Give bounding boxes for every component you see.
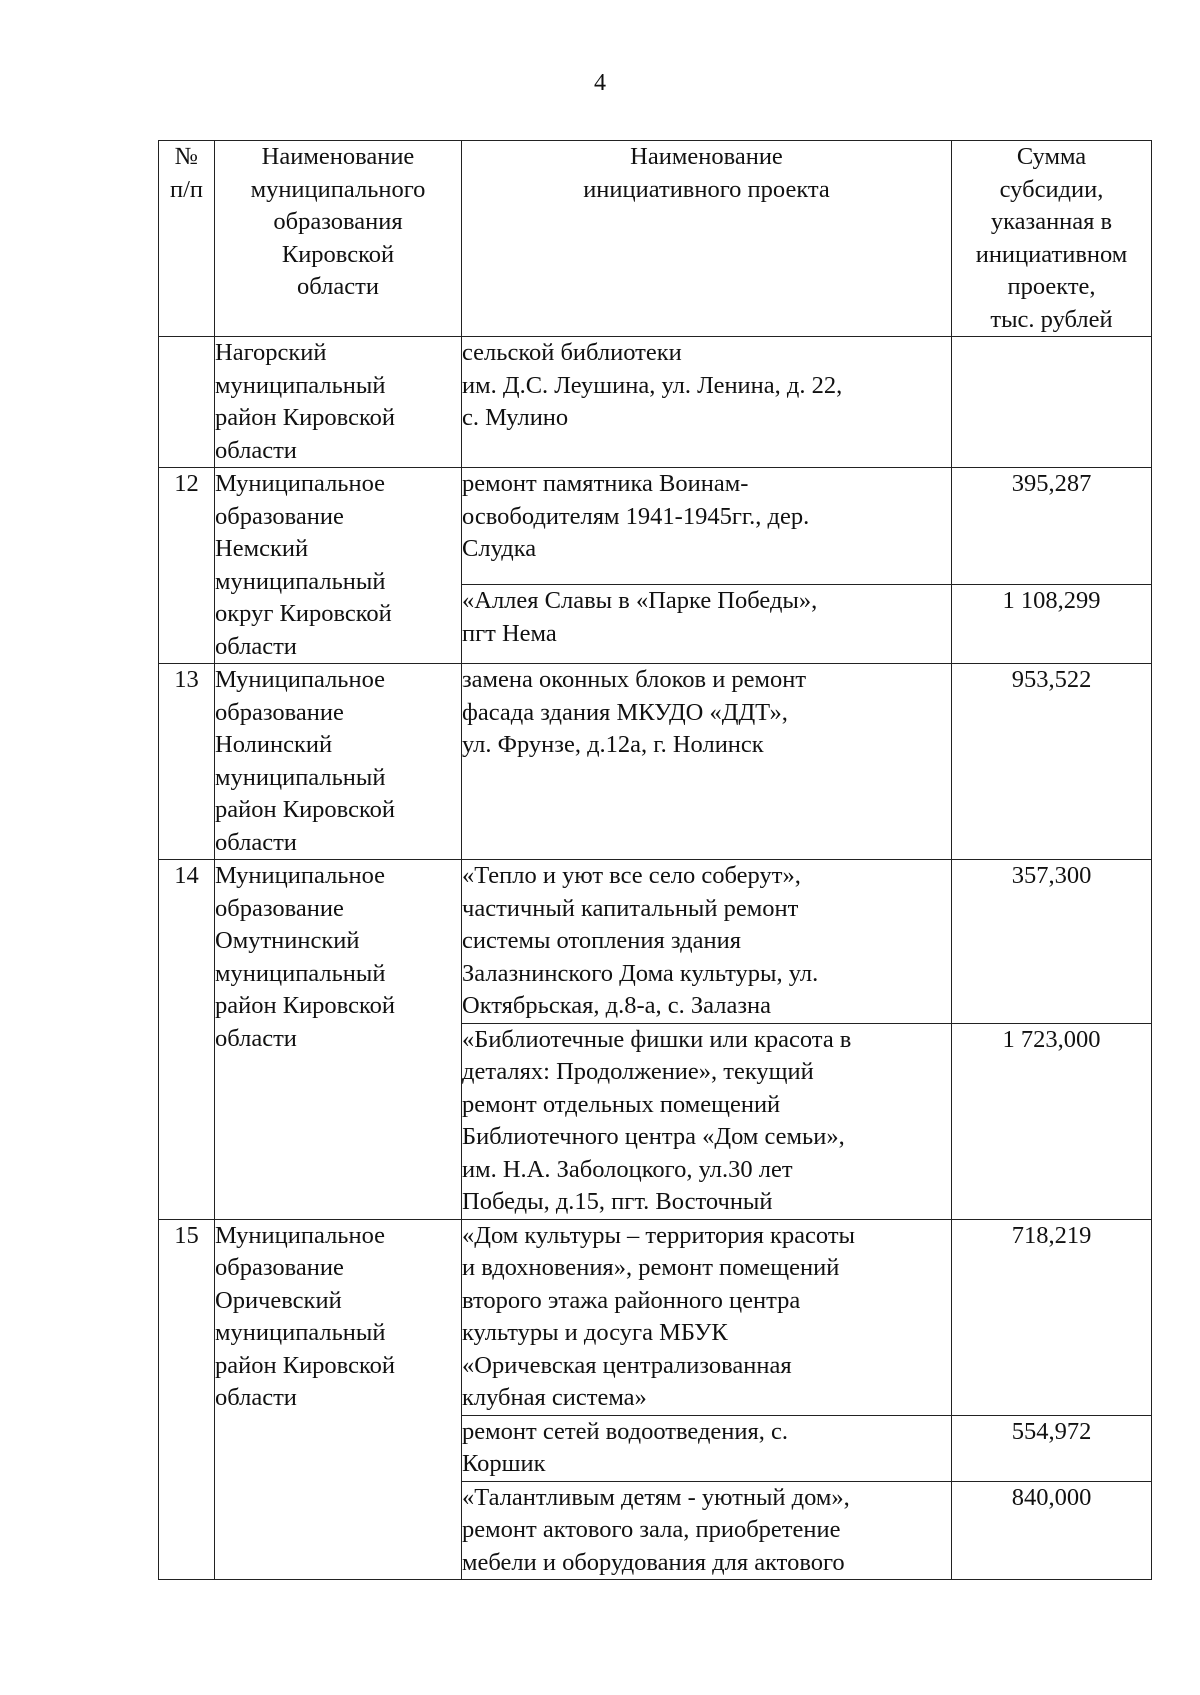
text-line: ремонт отдельных помещений	[462, 1090, 781, 1118]
text-line: «Библиотечные фишки или красота в	[462, 1025, 852, 1053]
text-line: муниципальный	[215, 567, 386, 595]
header-sum	[952, 141, 1152, 337]
text-line: инициативного проекта	[583, 175, 830, 203]
text-line: муниципальный	[215, 763, 386, 791]
text-line: образование	[215, 502, 344, 530]
text-line: инициативном	[975, 240, 1128, 268]
subsidy-table	[158, 140, 1152, 1580]
text-line: п/п	[169, 175, 204, 203]
text-line: субсидии,	[999, 175, 1104, 203]
text-line: ремонт памятника Воинам-	[462, 470, 749, 497]
table-row	[159, 860, 1152, 1024]
text-line: Библиотечного центра «Дом семьи»,	[462, 1123, 845, 1150]
page-number: 4	[594, 70, 606, 96]
text-line: Муниципальное	[215, 666, 386, 693]
header-municipality	[215, 141, 462, 337]
text-line: Залазнинского Дома культуры, ул.	[462, 959, 819, 987]
text-line: Нагорский	[215, 339, 327, 366]
text-line: Коршик	[462, 1450, 546, 1477]
municipality-cell	[215, 860, 462, 1220]
text-line: Муниципальное	[215, 1221, 386, 1249]
text-line: образование	[215, 1254, 344, 1281]
row-number: 12	[159, 468, 215, 664]
municipality-cell	[215, 1219, 462, 1580]
subsidy-sum-cell: 357,300	[952, 860, 1152, 1024]
subsidy-sum-cell: 1 723,000	[952, 1023, 1152, 1219]
text-line: «Талантливым детям - уютный дом»,	[462, 1483, 850, 1511]
text-line: с. Мулино	[462, 404, 569, 431]
project-cell	[462, 1415, 952, 1481]
text-line: тыс. рублей	[990, 305, 1113, 333]
text-line: муниципальный	[215, 959, 386, 987]
text-line: системы отопления здания	[462, 927, 741, 954]
text-line: указанная в	[990, 208, 1113, 235]
text-line: мебели и оборудования для актового	[462, 1548, 845, 1576]
text-line: Наименование	[261, 143, 415, 170]
text-line: образования	[273, 208, 403, 235]
subsidy-sum-cell: 1 108,299	[952, 585, 1152, 664]
project-cell	[462, 585, 952, 664]
subsidy-sum-cell	[952, 337, 1152, 468]
text-line: им. Н.А. Заболоцкого, ул.30 лет	[462, 1155, 793, 1183]
subsidy-sum-cell: 840,000	[952, 1481, 1152, 1580]
row-number: 13	[159, 664, 215, 860]
text-line: проекте,	[1007, 273, 1096, 300]
text-line: области	[297, 273, 379, 300]
text-line: округ Кировской	[215, 600, 392, 627]
municipality-cell	[215, 664, 462, 860]
text-line: «Аллея Славы в «Парке Победы»,	[462, 587, 818, 615]
subsidy-sum-cell: 554,972	[952, 1415, 1152, 1481]
text-line: Муниципальное	[215, 470, 386, 497]
text-line: области	[215, 632, 297, 660]
text-line: ремонт сетей водоотведения, с.	[462, 1417, 789, 1445]
text-line: ремонт актового зала, приобретение	[462, 1516, 841, 1543]
text-line: Омутнинский	[215, 927, 360, 954]
subsidy-sum-cell: 395,287	[952, 468, 1152, 585]
table-row	[159, 337, 1152, 468]
text-line: клубная система»	[462, 1384, 647, 1411]
municipality-cell	[215, 337, 462, 468]
text-line: №	[174, 143, 199, 170]
subsidy-sum-cell: 718,219	[952, 1219, 1152, 1415]
text-line: «Оричевская централизованная	[462, 1351, 792, 1379]
project-cell	[462, 1023, 952, 1219]
text-line: освободителям 1941-1945гг., дер.	[462, 502, 810, 530]
text-line: муниципального	[250, 175, 426, 203]
text-line: Немский	[215, 535, 309, 562]
text-line: частичный капитальный ремонт	[462, 894, 799, 922]
text-line: и вдохновения», ремонт помещений	[462, 1254, 840, 1281]
text-line: муниципальный	[215, 1319, 386, 1346]
text-line: Нолинский	[215, 731, 333, 758]
project-cell	[462, 1481, 952, 1580]
header-num	[159, 141, 215, 337]
text-line: Кировской	[281, 240, 395, 268]
text-line: район Кировской	[215, 1351, 395, 1379]
row-number	[159, 337, 215, 468]
text-line: Муниципальное	[215, 862, 386, 889]
table-row	[159, 664, 1152, 860]
text-line: Слудка	[462, 535, 537, 562]
project-cell	[462, 1219, 952, 1415]
text-line: ул. Фрунзе, д.12а, г. Нолинск	[462, 731, 764, 758]
project-cell	[462, 337, 952, 468]
text-line: пгт Нема	[462, 619, 557, 647]
text-line: им. Д.С. Леушина, ул. Ленина, д. 22,	[462, 371, 843, 399]
project-cell	[462, 468, 952, 585]
text-line: район Кировской	[215, 404, 395, 431]
municipality-cell	[215, 468, 462, 664]
table-body	[159, 337, 1152, 1580]
text-line: Оричевский	[215, 1286, 342, 1314]
subsidy-sum-cell: 953,522	[952, 664, 1152, 860]
project-cell	[462, 664, 952, 860]
text-line: Сумма	[1016, 143, 1087, 170]
text-line: второго этажа районного центра	[462, 1286, 801, 1314]
text-line: области	[215, 436, 297, 464]
text-line: деталях: Продолжение», текущий	[462, 1058, 814, 1085]
header-row	[159, 141, 1152, 337]
table-row	[159, 1219, 1152, 1415]
table-row	[159, 468, 1152, 585]
text-line: образование	[215, 894, 344, 922]
row-number: 14	[159, 860, 215, 1220]
text-line: фасада здания МКУДО «ДДТ»,	[462, 698, 788, 726]
header-project	[462, 141, 952, 337]
text-line: образование	[215, 698, 344, 726]
text-line: Победы, д.15, пгт. Восточный	[462, 1188, 773, 1215]
text-line: Октябрьская, д.8-а, с. Залазна	[462, 992, 771, 1019]
text-line: замена оконных блоков и ремонт	[462, 666, 807, 693]
text-line: области	[215, 1384, 297, 1411]
text-line: «Тепло и уют все село соберут»,	[462, 862, 801, 889]
text-line: области	[215, 828, 297, 856]
text-line: культуры и досуга МБУК	[462, 1319, 728, 1346]
text-line: области	[215, 1024, 297, 1052]
row-number: 15	[159, 1219, 215, 1580]
text-line: Наименование	[630, 143, 783, 170]
text-line: «Дом культуры – территория красоты	[462, 1221, 855, 1249]
text-line: сельской библиотеки	[462, 339, 682, 366]
text-line: район Кировской	[215, 796, 395, 823]
project-cell	[462, 860, 952, 1024]
text-line: муниципальный	[215, 371, 386, 399]
text-line: район Кировской	[215, 992, 395, 1019]
